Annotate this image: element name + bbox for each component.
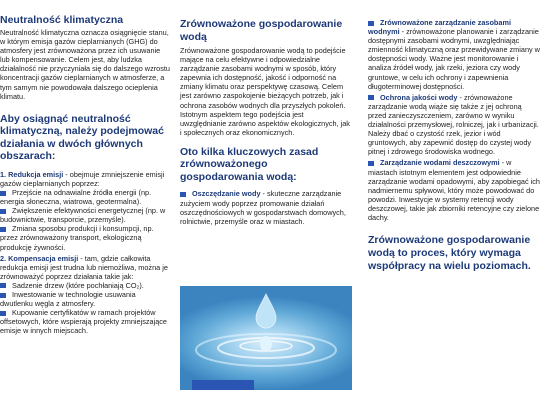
list-item: Zwiększenie efektywności energetycznej (np. w budownictwie, transporcie, przemyśle). xyxy=(0,206,166,225)
list-item: Kupowanie certyfikatów w ramach projektów offsetowych, które wspierają projekty zmniejszające emisje w innych miejscach. xyxy=(0,308,167,336)
list-item: Sadzenie drzew (które pochłaniają CO₂). xyxy=(0,281,170,290)
section-kompensacja-text: - tam, gdzie całkowita redukcja emisji jest trudna lub niemożliwa, można je zrównoważyć poprzez działania takie jak: xyxy=(0,253,168,281)
item-zarzadzanie-text: - zrównoważone planowanie i zarządzanie dostępnymi zasobami wodnymi, uwzględniając zmienność klimatyczną oraz przewidywane zmiany w dostępności wody. Ważne jest monitorowanie i analiza źródeł wody, jak rzeki, jeziora czy wody gruntowe, w celu ich ochrony i zapewnienia długoterminowej dostępności. xyxy=(368,27,540,91)
paragraph-gospodarowanie: Zrównoważone gospodarowanie wodą to podejście mające na celu efektywne i odpowiedzialne zarządzanie zasobami wodnymi w sposób, który zapewnia ich dostępność, jakość i odporność na zmiany klimatu oraz perspektywę czasową. Celem jest zarówno zaspokojenie bieżących potrzeb, jak i ochrona zasobów wodnych dla przyszłych pokoleń. Istotnym aspektem tego podejścia jest uwzględnianie zarówno aspektów ekologicznych, jak i społecznych oraz ekonomicznych. xyxy=(180,46,350,137)
bullet-square-icon xyxy=(0,191,6,196)
section-redukcja-title: 1. Redukcja emisji xyxy=(0,169,64,179)
bullet-square-icon xyxy=(180,192,186,197)
item-oszczedzanie-title: Oszczędzanie wody xyxy=(192,189,261,199)
item-oszczedzanie xyxy=(180,189,350,225)
list-item: Przejście na odnawialne źródła energii (np. energia słoneczna, wiatrowa, geotermalna). xyxy=(0,187,152,207)
image-caption-bar xyxy=(192,380,254,390)
item-oszczedzanie-text: - skuteczne zarządzanie zużyciem wody poprzez promowanie działań oszczędnościowych w gospodarstwach domowych, rolnictwie, przemyśle oraz w miastach. xyxy=(180,189,346,226)
heading-gospodarowanie: Zrównoważone gospodarowanie wodą xyxy=(180,18,343,43)
item-deszczowe-text: - w miastach istotnym elementem jest odpowiednie zarządzanie wodami opadowymi, aby zapobiegać ich nadmiernemu spływowi, który może powodować do powodzi. Inwestycje w systemy retencji wody deszczowej, takie jak zbiorniki retencyjne czy zielone dachy. xyxy=(368,158,540,222)
item-ochrona xyxy=(368,93,540,157)
item-deszczowe-title: Zarządzanie wodami deszczowymi xyxy=(380,158,500,168)
bullet-square-icon xyxy=(0,283,6,288)
heading-neutralnosc: Neutralność klimatyczna xyxy=(0,14,124,26)
ripple-graphic xyxy=(180,286,352,390)
section-redukcja-text: - obejmuje zmniejszenie emisji gazów cieplarnianych poprzez: xyxy=(0,169,165,188)
item-zarzadzanie xyxy=(368,18,540,91)
list-redukcja xyxy=(0,188,170,252)
bullet-square-icon xyxy=(0,293,6,298)
closing-statement: Zrównoważone gospodarowanie wodą to proces, który wymaga współpracy na wielu poziomach. xyxy=(368,234,531,273)
section-redukcja xyxy=(0,170,170,188)
bullet-square-icon xyxy=(0,227,6,232)
water-drop-photo xyxy=(180,286,352,390)
bullet-square-icon xyxy=(368,161,374,166)
section-kompensacja xyxy=(0,254,170,281)
bullet-square-icon xyxy=(0,311,6,316)
item-ochrona-title: Ochrona jakości wody xyxy=(380,92,458,102)
bullet-square-icon xyxy=(368,95,374,100)
bullet-square-icon xyxy=(0,209,6,214)
list-item: Inwestowanie w technologie usuwania dwutlenku węgla z atmosfery. xyxy=(0,289,136,309)
heading-zasady: Oto kilka kluczowych zasad zrównoważonego gospodarowania wodą: xyxy=(180,145,319,183)
bullet-square-icon xyxy=(368,21,374,26)
heading-obszary: Aby osiągnąć neutralność klimatyczną, należy podejmować działania w dwóch głównych obszarach: xyxy=(0,112,164,163)
list-kompensacja xyxy=(0,281,170,336)
paragraph-neutralnosc: Neutralność klimatyczna oznacza osiągnięcie stanu, w którym emisja gazów cieplarnianych (GHG) do atmosfery jest zrównoważona przez ich usuwanie lub kompensowanie. Celem jest, aby ludzka działalność nie przyczyniała się do dalszego wzrostu koncentracji gazów cieplarnianych w atmosferze, a tym samym nie powodowała dalszego ocieplenia klimatu. xyxy=(0,28,170,101)
item-deszczowe xyxy=(368,158,540,222)
section-kompensacja-title: 2. Kompensacja emisji xyxy=(0,253,79,263)
list-item: Zmiana sposobu produkcji i konsumpcji, np. przez zrównoważony transport, ekologiczną produkcję żywności. xyxy=(0,224,154,252)
item-zarzadzanie-title: Zrównoważone zarządzanie zasobami wodnymi xyxy=(368,18,511,37)
item-ochrona-text: - zrównoważone zarządzanie wodą wiąże się także z jej ochroną przed zanieczyszczeniem, zarówno w wyniku działalności przemysłowej, rolniczej, jak i urbanizacji. Należy dbać o czystość rzek, jezior i wód gruntowych, aby zapewnić dostęp do czystej wody pitnej i zdrowego środowiska wodnego. xyxy=(368,92,539,157)
